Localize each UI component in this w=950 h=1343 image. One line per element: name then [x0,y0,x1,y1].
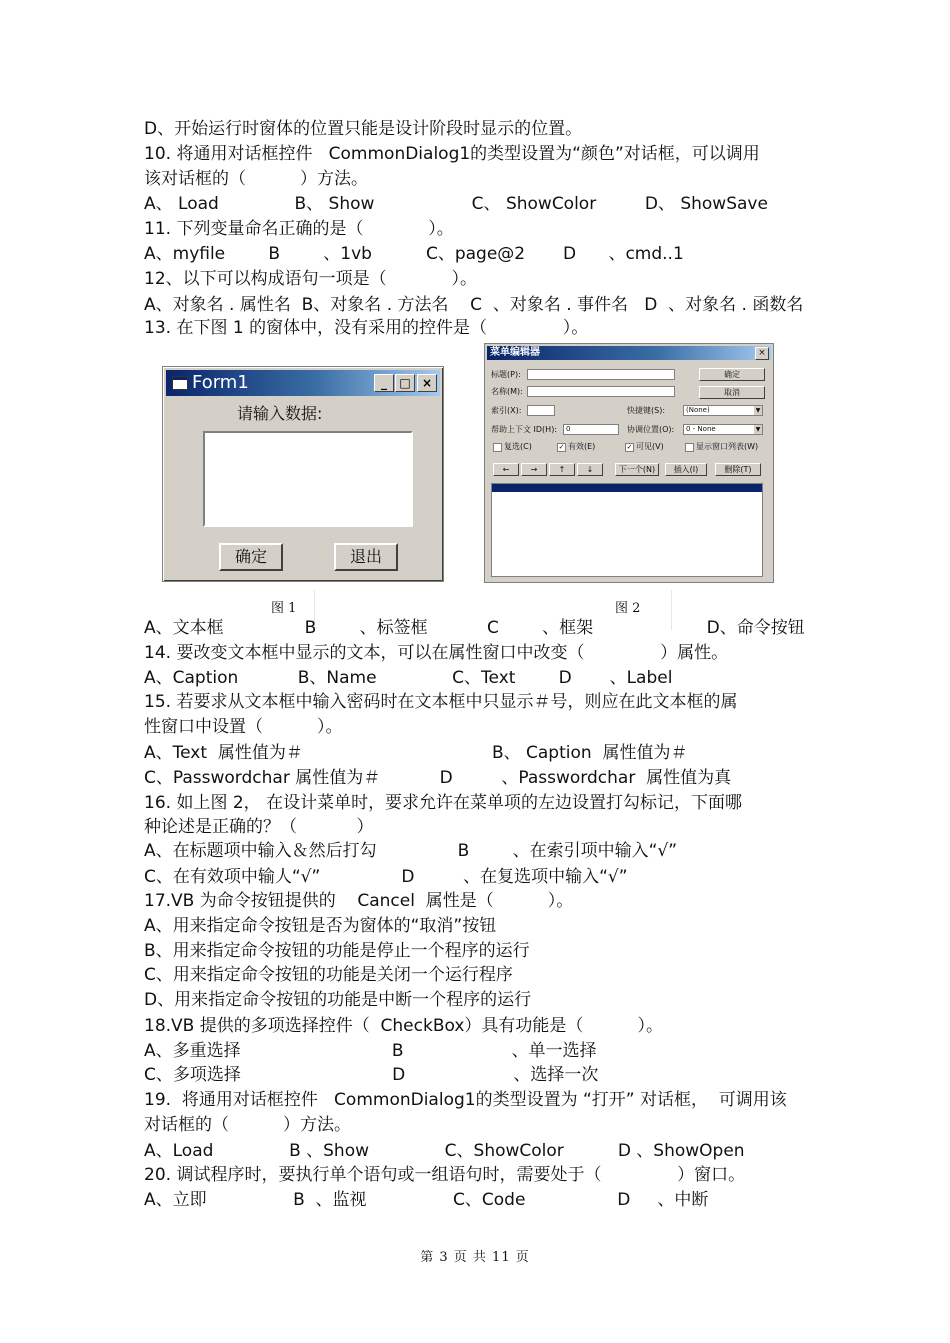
text-line: 11. 下列变量命名正确的是（ ）。 [144,219,454,239]
text-line: 17.VB 为命令按钮提供的 Cancel 属性是（ ）。 [144,891,574,911]
text-line: A、Text 属性值为＃ B、 Caption 属性值为＃ [144,743,688,763]
menu-items-list[interactable] [491,483,763,577]
shortcut-label: 快捷键(S): [627,406,666,415]
figure2-caption: 图 2 [615,601,641,616]
checked-checkbox[interactable] [493,443,502,452]
text-line: A、在标题项中输入＆然后打勾 B 、在索引项中输入“√” [144,841,678,861]
text-line: A、Load B 、Show C、ShowColor D 、ShowOpen [144,1141,745,1161]
form1-window [162,366,444,582]
negotiate-label: 协调位置(O): [627,425,675,434]
arrow-up-icon[interactable]: ↑ [549,463,575,476]
chevron-down-icon: ▼ [755,407,761,414]
close-icon[interactable]: × [755,347,769,360]
text-line: 种论述是正确的？（ ） [144,817,374,837]
name-label: 名称(M): [491,387,523,396]
text-line: 10. 将通用对话框控件 CommonDialog1的类型设置为“颜色”对话框，可以调用 [144,144,760,164]
text-line: 13. 在下图 1 的窗体中，没有采用的控件是（ ）。 [144,318,589,338]
arrow-down-icon[interactable]: ↓ [577,463,603,476]
next-button[interactable]: 下一个(N) [615,463,659,476]
arrow-right-icon[interactable]: → [521,463,547,476]
selected-menu-item[interactable] [492,484,762,492]
enabled-label: 有效(E) [568,442,596,451]
menu-editor-window [484,343,774,583]
text-line: B、用来指定命令按钮的功能是停止一个程序的运行 [144,941,530,961]
insert-button[interactable]: 插入(I) [665,463,707,476]
text-line: A、立即 B 、监视 C、Code D 、中断 [144,1190,709,1210]
text-line: A、Caption B、Name C、Text D 、Label [144,668,673,688]
text-line: 14. 要改变文本框中显示的文本，可以在属性窗口中改变（ ）属性。 [144,643,729,663]
visible-label: 可见(V) [636,442,664,451]
exit-button[interactable]: 退出 [334,543,398,571]
text-line: C、在有效项中输人“√” D 、在复选项中输入“√” [144,867,628,887]
text-line: 20. 调试程序时，要执行单个语句或一组语句时，需要处于（ ）窗口。 [144,1165,746,1185]
enabled-checkbox[interactable]: ✓ [558,443,565,451]
editor-ok-button[interactable]: 确定 [699,368,765,381]
menu-editor-titlebar [487,346,771,360]
form1-titlebar [166,370,440,396]
form1-title: Form1 [192,372,249,393]
caption-label: 标题(P): [491,370,521,379]
name-field[interactable] [527,386,675,397]
text-line: C、Passwordchar 属性值为＃ D 、Passwordchar 属性值为真 [144,768,732,788]
page-footer: 第 3 页 共 11 页 [420,1250,530,1265]
ok-button[interactable]: 确定 [219,543,283,571]
index-field[interactable] [527,405,555,416]
text-line: 18.VB 提供的多项选择控件（ CheckBox）具有功能是（ ）。 [144,1016,663,1036]
help-id-label: 帮助上下文 ID(H): [491,425,558,434]
figure1-caption: 图 1 [271,601,297,616]
text-line: A、用来指定命令按钮是否为窗体的“取消”按钮 [144,916,497,936]
text-line: C、用来指定命令按钮的功能是关闭一个运行程序 [144,965,513,985]
chevron-down-icon: ▼ [755,426,761,433]
text-line: 性窗口中设置（ ）。 [144,717,343,737]
text-line: A、对象名 . 属性名 B、对象名 . 方法名 C 、对象名 . 事件名 D 、对象名 . 函数名 [144,295,804,315]
text-line: 15. 若要求从文本框中输入密码时在文本框中只显示＃号，则应在此文本框的属 [144,692,738,712]
data-textbox[interactable] [203,431,413,527]
arrow-left-icon[interactable]: ← [493,463,519,476]
text-line: C、多项选择 D 、选择一次 [144,1065,599,1085]
window-list-label: 显示窗口列表(W) [696,442,759,451]
checked-label: 复选(C) [504,442,532,451]
prompt-label: 请输入数据: [237,404,323,423]
window-list-checkbox[interactable] [685,443,694,452]
text-line: A、文本框 B 、标签框 C 、框架 D、命令按钮 [144,618,805,638]
help-id-field[interactable]: 0 [563,424,619,435]
text-line: D、用来指定命令按钮的功能是中断一个程序的运行 [144,990,532,1010]
visible-checkbox[interactable]: ✓ [626,443,633,451]
text-line: 16. 如上图 2， 在设计菜单时，要求允许在菜单项的左边设置打勾标记，下面哪 [144,793,743,813]
negotiate-select[interactable] [683,424,763,435]
minimize-icon[interactable]: _ [374,374,394,392]
shortcut-value: (None) [686,406,710,414]
negotiate-value: 0 - None [686,425,716,433]
menu-editor-title: 菜单编辑器 [490,347,540,358]
shortcut-select[interactable] [683,405,763,416]
maximize-icon[interactable]: □ [395,374,415,392]
text-line: A、 Load B、 Show C、 ShowColor D、 ShowSave [144,194,768,214]
delete-button[interactable]: 删除(T) [715,463,761,476]
caption-field[interactable] [527,369,675,380]
text-line: D、开始运行时窗体的位置只能是设计阶段时显示的位置。 [144,119,583,139]
index-label: 索引(X): [491,406,522,415]
form-icon [172,376,188,390]
editor-cancel-button[interactable]: 取消 [699,386,765,399]
text-line: 12、以下可以构成语句一项是（ ）。 [144,269,477,289]
text-line: A、myfile B 、1vb C、page@2 D 、cmd..1 [144,244,684,264]
text-line: 19. 将通用对话框控件 CommonDialog1的类型设置为 “打开” 对话框， 可调用该 [144,1090,787,1110]
text-line: 该对话框的（ ）方法。 [144,169,369,189]
text-line: A、多重选择 B 、单一选择 [144,1041,597,1061]
close-icon[interactable]: × [417,374,437,392]
text-line: 对话框的（ ）方法。 [144,1115,352,1135]
